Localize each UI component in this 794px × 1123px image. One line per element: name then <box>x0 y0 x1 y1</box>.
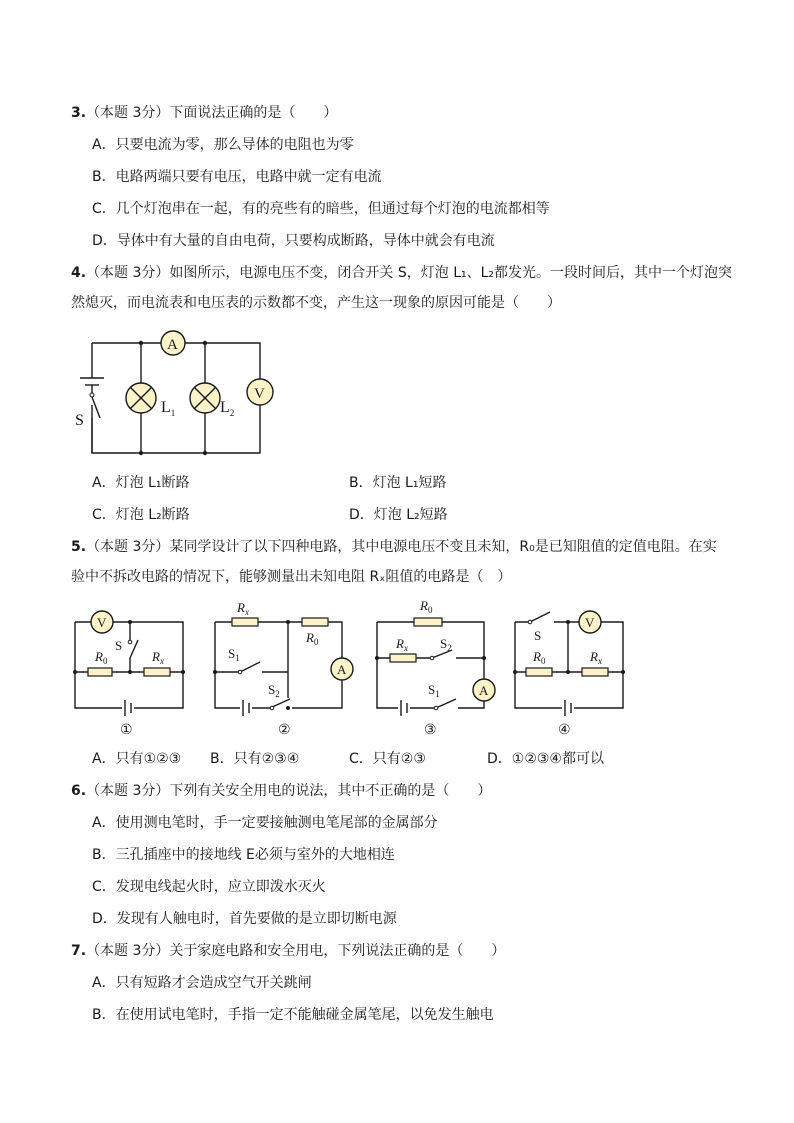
voltmeter-label: V <box>254 386 265 402</box>
question-4-stem <box>71 264 732 282</box>
rx-label: $R_x$ <box>396 636 408 653</box>
ammeter-label: A <box>167 337 178 353</box>
lamp-l2-label: $L_2$ <box>220 399 235 418</box>
resistor-rx <box>390 654 416 662</box>
q3-option-a: A．只要电流为零，那么导体的电阻也为零 <box>92 137 354 153</box>
rx-label: $R_x$ <box>237 600 249 617</box>
q5-option-b: B．只有②③④ <box>210 751 300 767</box>
q5-circuit-4 <box>510 598 635 738</box>
r0-label: $R_0$ <box>533 649 546 666</box>
q3-option-c: C．几个灯泡串在一起，有的亮些有的暗些，但通过每个灯泡的电流都相等 <box>92 201 550 217</box>
q4-option-a: A．灯泡 L₁断路 <box>92 475 190 491</box>
resistor-r0 <box>526 668 552 676</box>
question-5-stem-cont: 验中不拆改电路的情况下，能够测量出未知电阻 Rₓ阻值的电路是（ ） <box>71 569 512 585</box>
question-7-stem <box>71 942 505 960</box>
question-4-stem-cont: 然熄灭，而电流表和电压表的示数都不变，产生这一现象的原因可能是（ ） <box>71 295 561 311</box>
s1-label: $S_1$ <box>228 646 240 663</box>
s1-label: $S_1$ <box>428 682 440 699</box>
q4-option-b: B．灯泡 L₁短路 <box>349 475 447 491</box>
q5-circuit-3 <box>372 592 502 738</box>
q6-option-b: B．三孔插座中的接地线 E必须与室外的大地相连 <box>92 847 395 863</box>
q6-option-a: A．使用测电笔时，手一定要接触测电笔尾部的金属部分 <box>92 815 438 831</box>
switch-label: S <box>115 638 123 653</box>
switch-label: S <box>534 628 542 643</box>
q5-option-a: A．只有①②③ <box>92 751 182 767</box>
question-text: （本题 3分）下面说法正确的是（ ） <box>86 105 338 121</box>
resistor-r0 <box>414 618 442 626</box>
switch-label: S <box>75 412 84 429</box>
circuit-label: ③ <box>424 723 437 738</box>
question-number: 3. <box>71 105 87 121</box>
q6-option-d: D．发现有人触电时，首先要做的是立即切断电源 <box>92 911 397 927</box>
r0-label: $R_0$ <box>420 598 433 615</box>
question-number: 7. <box>71 943 87 959</box>
rx-label: $R_x$ <box>152 649 164 666</box>
r0-label: $R_0$ <box>306 630 319 647</box>
q4-option-c: C．灯泡 L₂断路 <box>92 507 190 523</box>
q4-circuit-figure <box>70 328 270 458</box>
question-text: （本题 3分）某同学设计了以下四种电路，其中电源电压不变且未知，R₀是已知阻值的定值电阻。在实 <box>86 539 717 555</box>
q7-option-a: A．只有短路才会造成空气开关跳闸 <box>92 975 312 991</box>
voltmeter-label: V <box>585 615 595 630</box>
resistor-rx <box>144 668 170 676</box>
question-number: 6. <box>71 783 87 799</box>
resistor-rx <box>232 618 258 626</box>
question-text: （本题 3分）下列有关安全用电的说法，其中不正确的是（ ） <box>86 783 492 799</box>
ammeter-label: A <box>479 683 489 698</box>
question-5-stem <box>71 538 717 556</box>
circuit-label: ④ <box>558 723 571 738</box>
q5-circuit-1 <box>70 598 190 738</box>
resistor-r0 <box>88 668 112 676</box>
circuit-label: ② <box>278 723 291 738</box>
voltmeter-label: V <box>97 615 107 630</box>
question-6-stem <box>71 782 491 800</box>
s2-label: $S_2$ <box>268 682 280 699</box>
q5-option-c: C．只有②③ <box>349 751 426 767</box>
circuit-label: ① <box>120 723 133 738</box>
q7-option-b: B．在使用试电笔时，手指一定不能触碰金属笔尾，以免发生触电 <box>92 1007 494 1023</box>
lamp-l1-label: $L_1$ <box>161 399 176 418</box>
q5-circuit-2 <box>210 598 355 738</box>
question-text: （本题 3分）如图所示，电源电压不变，闭合开关 S，灯泡 L₁、L₂都发光。一段时间后，其中一个灯泡突 <box>86 265 733 281</box>
q4-option-d: D．灯泡 L₂短路 <box>349 507 448 523</box>
q5-option-d: D．①②③④都可以 <box>487 751 604 767</box>
ammeter-label: A <box>337 662 347 677</box>
q6-option-c: C．发现电线起火时，应立即泼水灭火 <box>92 879 326 895</box>
question-number: 5. <box>71 539 87 555</box>
question-number: 4. <box>71 265 87 281</box>
rx-label: $R_x$ <box>590 649 602 666</box>
resistor-r0 <box>302 618 328 626</box>
question-3-stem <box>71 104 337 122</box>
s2-label: $S_2$ <box>440 636 452 653</box>
q3-option-d: D．导体中有大量的自由电荷，只要构成断路，导体中就会有电流 <box>92 233 495 249</box>
q3-option-b: B．电路两端只要有电压，电路中就一定有电流 <box>92 169 382 185</box>
resistor-rx <box>582 668 608 676</box>
r0-label: $R_0$ <box>95 649 108 666</box>
question-text: （本题 3分）关于家庭电路和安全用电，下列说法正确的是（ ） <box>86 943 506 959</box>
